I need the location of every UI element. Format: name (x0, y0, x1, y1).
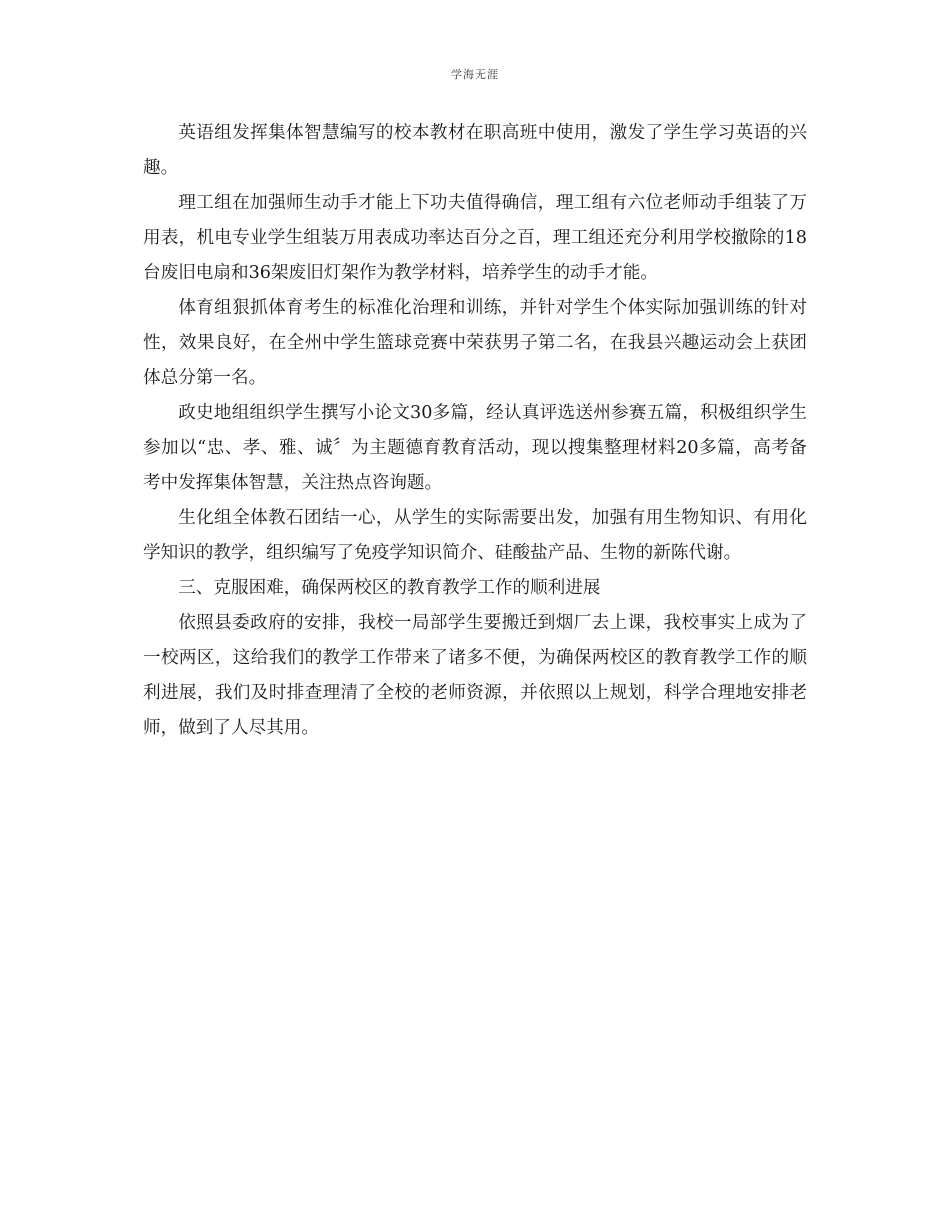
paragraph-pe-group: 体育组狠抓体育考生的标准化治理和训练，并针对学生个体实际加强训练的针对性，效果良好，在全州中学生篮球竞赛中荣获男子第二名，在我县兴趣运动会上获团体总分第一名。 (143, 298, 807, 388)
section-heading-three: 三、克服困难，确保两校区的教育教学工作的顺利进展 (178, 578, 601, 598)
paragraph-science-group: 理工组在加强师生动手才能上下功夫值得确信，理工组有六位老师动手组装了万用表，机电专业学生组装万用表成功率达百分之百，理工组还充分利用学校撤除的18台废旧电扇和36架废旧灯架作为教学材料，培养学生的动手才能。 (143, 193, 807, 283)
paragraph-two-campus: 依照县委政府的安排，我校一局部学生要搬迁到烟厂去上课，我校事实上成为了一校两区，这给我们的教学工作带来了诸多不便，为确保两校区的教育教学工作的顺利进展，我们及时排查理清了全校的老师资源，并依照以上规划，科学合理地安排老师，做到了人尽其用。 (143, 613, 807, 738)
paragraph-bio-chem-group: 生化组全体教石团结一心，从学生的实际需要出发，加强有用生物知识、有用化学知识的教学，组织编写了免疫学知识简介、硅酸盐产品、生物的新陈代谢。 (143, 508, 807, 563)
paragraph-english-group: 英语组发挥集体智慧编写的校本教材在职高班中使用，激发了学生学习英语的兴趣。 (143, 123, 807, 178)
document-body (143, 116, 807, 746)
page-header: 学海无涯 (451, 68, 499, 81)
paragraph-humanities-group: 政史地组组织学生撰写小论文30多篇，经认真评选送州参赛五篇，积极组织学生参加以“忠、孝、雅、诚〞为主题德育教育活动，现以搜集整理材料20多篇，高考备考中发挥集体智慧，关注热点咨询题。 (143, 403, 807, 493)
